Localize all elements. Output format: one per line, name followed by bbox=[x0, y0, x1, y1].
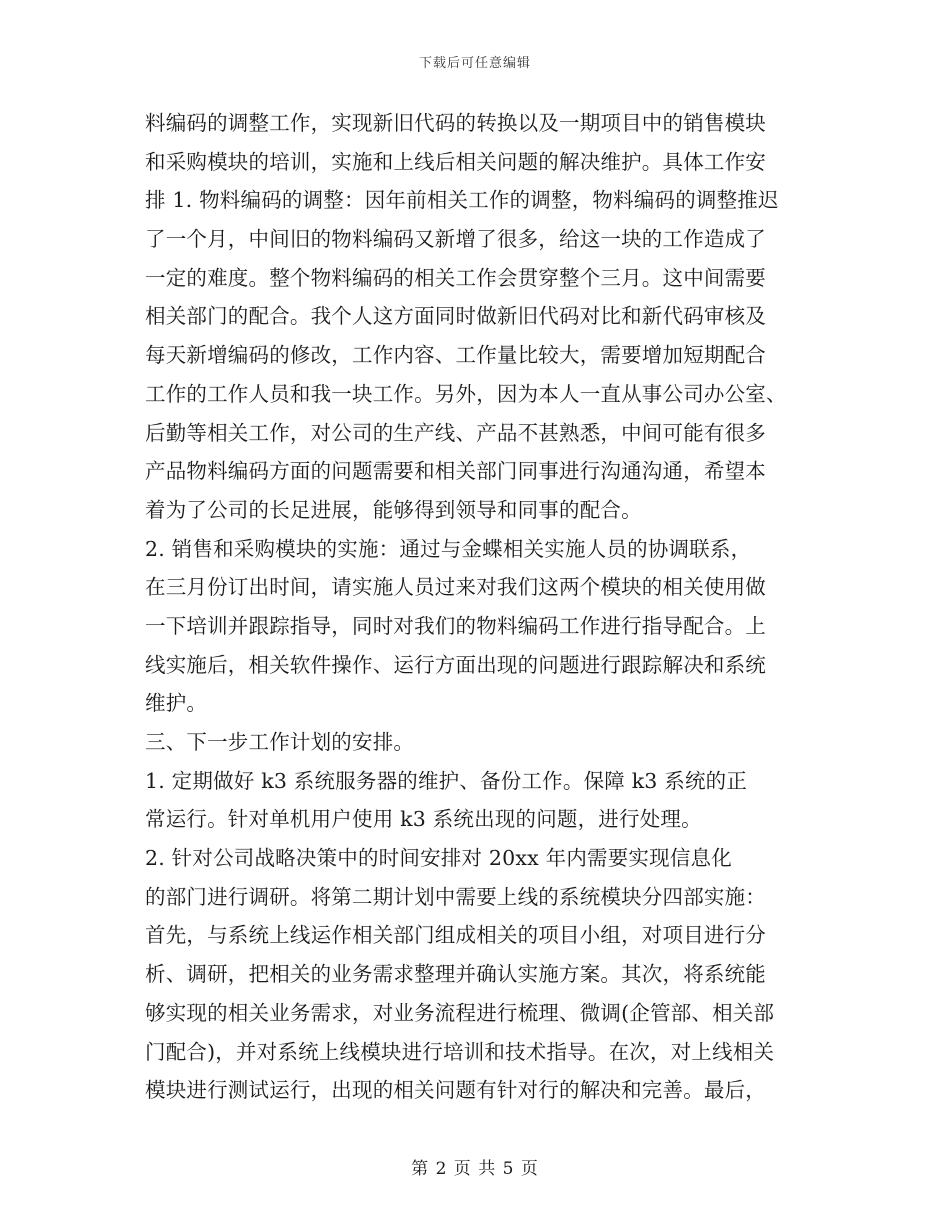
body-line: 排 1. 物料编码的调整：因年前相关工作的调整，物料编码的调整推迟 bbox=[145, 188, 779, 213]
body-line: 后勤等相关工作，对公司的生产线、产品不甚熟悉，中间可能有很多 bbox=[145, 420, 766, 445]
body-line: 一下培训并跟踪指导，同时对我们的物料编码工作进行指导配合。上 bbox=[145, 613, 766, 638]
body-line: 一定的难度。整个物料编码的相关工作会贯穿整个三月。这中间需要 bbox=[145, 265, 766, 290]
body-line: 料编码的调整工作，实现新旧代码的转换以及一期项目中的销售模块 bbox=[145, 111, 766, 135]
body-line: 着为了公司的长足进展，能够得到领导和同事的配合。 bbox=[145, 497, 642, 522]
body-line: 够实现的相关业务需求，对业务流程进行梳理、微调(企管部、相关部 bbox=[145, 1000, 775, 1025]
body-line: 首先，与系统上线运作相关部门组成相关的项目小组，对项目进行分 bbox=[145, 923, 766, 948]
page-number: 第 2 页 共 5 页 bbox=[411, 1159, 539, 1179]
body-line: 析、调研，把相关的业务需求整理并确认实施方案。其次，将系统能 bbox=[145, 962, 766, 987]
body-line: 相关部门的配合。我个人这方面同时做新旧代码对比和新代码审核及 bbox=[145, 304, 766, 329]
body-line: 门配合)，并对系统上线模块进行培训和技术指导。在次，对上线相关 bbox=[145, 1039, 775, 1064]
body-line: 的部门进行调研。将第二期计划中需要上线的系统模块分四部实施： bbox=[145, 884, 766, 909]
body-line: 产品物料编码方面的问题需要和相关部门同事进行沟通沟通，希望本 bbox=[145, 459, 766, 484]
page-header: 下载后可任意编辑 bbox=[418, 56, 531, 71]
section-heading: 三、下一步工作计划的安排。 bbox=[145, 730, 415, 754]
body-line: 每天新增编码的修改，工作内容、工作量比较大，需要增加短期配合 bbox=[145, 343, 766, 368]
body-line: 线实施后，相关软件操作、运行方面出现的问题进行跟踪解决和系统 bbox=[145, 652, 766, 677]
body-line: 1. 定期做好 k3 系统服务器的维护、备份工作。保障 k3 系统的正 bbox=[145, 768, 748, 793]
body-line: 2. 销售和采购模块的实施：通过与金蝶相关实施人员的协调联系， bbox=[145, 536, 752, 561]
body-line: 工作的工作人员和我一块工作。另外，因为本人一直从事公司办公室、 bbox=[145, 381, 787, 406]
body-line: 常运行。针对单机用户使用 k3 系统出现的问题，进行处理。 bbox=[145, 807, 702, 832]
body-line: 在三月份订出时间，请实施人员过来对我们这两个模块的相关使用做 bbox=[145, 575, 766, 600]
document-body bbox=[145, 104, 825, 1110]
body-line: 2. 针对公司战略决策中的时间安排对 20xx 年内需要实现信息化 bbox=[145, 846, 732, 871]
body-line: 模块进行测试运行，出现的相关问题有针对行的解决和完善。最后， bbox=[145, 1078, 766, 1103]
body-line: 维护。 bbox=[145, 691, 208, 716]
body-line: 和采购模块的培训，实施和上线后相关问题的解决维护。具体工作安 bbox=[145, 149, 766, 174]
body-line: 了一个月，中间旧的物料编码又新增了很多，给这一块的工作造成了 bbox=[145, 227, 766, 252]
